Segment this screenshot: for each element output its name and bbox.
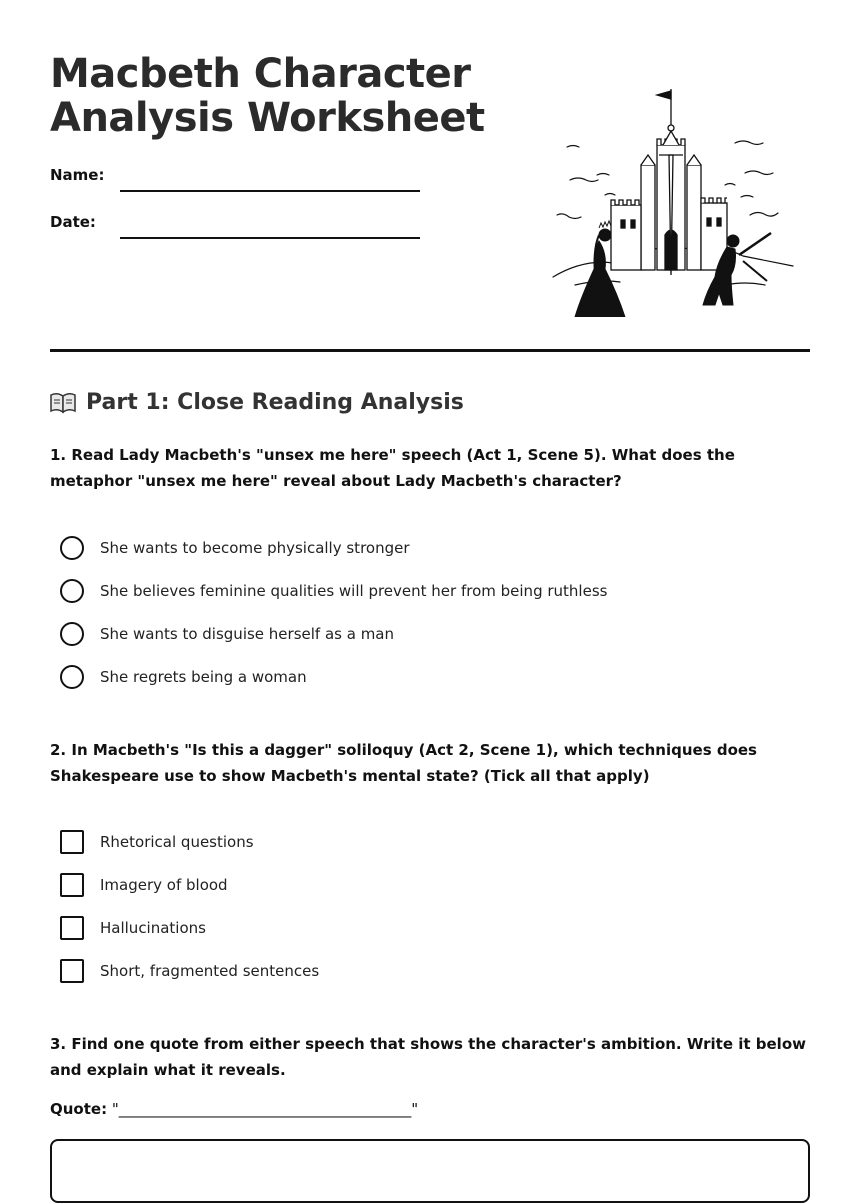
question-3-text: 3. Find one quote from either speech that shows the character's ambition. Write it below and explain what it reveals. — [50, 1035, 806, 1079]
option-label: Rhetorical questions — [100, 832, 254, 851]
q1-option-3[interactable] — [60, 612, 607, 655]
title-line-1: Macbeth Character — [50, 51, 471, 97]
checkbox[interactable] — [60, 830, 84, 854]
question-2-options — [60, 820, 319, 992]
date-label: Date: — [50, 213, 96, 231]
quote-blank[interactable]: "_______________________________________" — [111, 1100, 419, 1118]
part1-heading — [50, 390, 464, 415]
checkbox[interactable] — [60, 873, 84, 897]
q1-option-1[interactable] — [60, 526, 607, 569]
castle-illustration — [545, 85, 800, 317]
header-divider — [50, 349, 810, 352]
checkbox[interactable] — [60, 959, 84, 983]
explanation-answer-box[interactable] — [50, 1139, 810, 1203]
option-label: Imagery of blood — [100, 875, 228, 894]
option-label: She believes feminine qualities will prevent her from being ruthless — [100, 581, 608, 600]
question-1-options — [60, 526, 607, 698]
radio-button[interactable] — [60, 579, 84, 603]
name-input-line[interactable] — [120, 190, 420, 192]
open-book-icon — [50, 392, 76, 414]
radio-button[interactable] — [60, 622, 84, 646]
option-label: She wants to disguise herself as a man — [100, 624, 395, 643]
radio-button[interactable] — [60, 665, 84, 689]
q2-option-2[interactable] — [60, 863, 319, 906]
worksheet-title — [50, 52, 485, 140]
name-label: Name: — [50, 166, 105, 184]
q2-option-1[interactable] — [60, 820, 319, 863]
option-label: Short, fragmented sentences — [100, 961, 320, 980]
date-field — [50, 213, 420, 231]
q1-option-2[interactable] — [60, 569, 607, 612]
date-input-line[interactable] — [120, 237, 420, 239]
part1-title: Part 1: Close Reading Analysis — [86, 390, 464, 415]
radio-button[interactable] — [60, 536, 84, 560]
option-label: She wants to become physically stronger — [100, 538, 410, 557]
checkbox[interactable] — [60, 916, 84, 940]
q1-option-4[interactable] — [60, 655, 607, 698]
q2-option-3[interactable] — [60, 906, 319, 949]
q2-option-4[interactable] — [60, 949, 319, 992]
title-line-2: Analysis Worksheet — [50, 95, 485, 141]
option-label: Hallucinations — [100, 918, 206, 937]
question-2-text: 2. In Macbeth's "Is this a dagger" soliloquy (Act 2, Scene 1), which techniques does Shakespeare use to show Macbeth's mental state? (Tick all that apply) — [50, 741, 757, 785]
quote-label: Quote: — [50, 1100, 108, 1118]
quote-row — [50, 1100, 418, 1118]
name-field — [50, 166, 420, 184]
question-1-text: 1. Read Lady Macbeth's "unsex me here" speech (Act 1, Scene 5). What does the metaphor "unsex me here" reveal about Lady Macbeth's character? — [50, 446, 735, 490]
option-label: She regrets being a woman — [100, 667, 307, 686]
